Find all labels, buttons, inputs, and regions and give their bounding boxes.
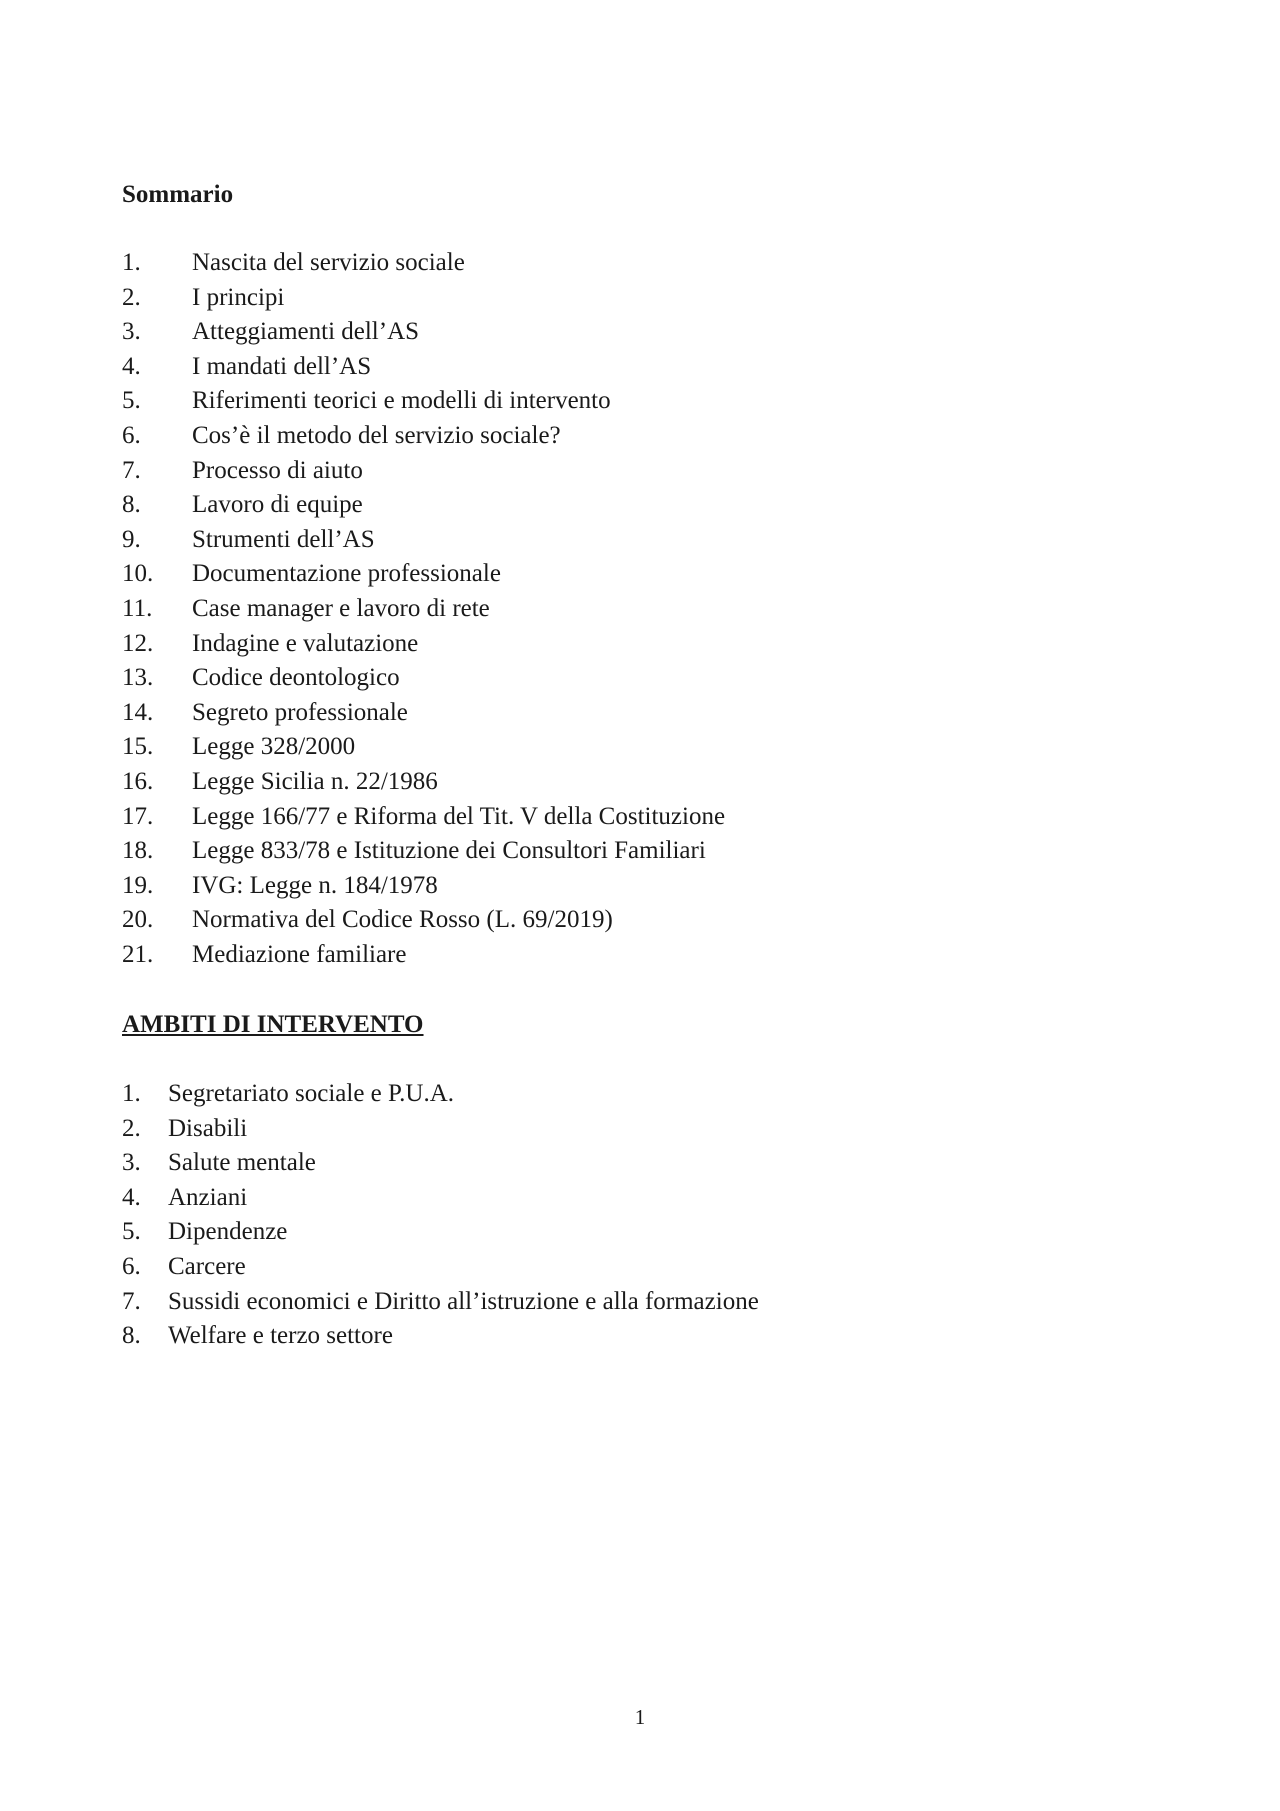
item-number: 18. xyxy=(122,837,154,865)
item-number: 21. xyxy=(122,940,154,968)
item-text: Anziani xyxy=(168,1183,248,1211)
list-item xyxy=(122,523,725,558)
item-text: Segreto professionale xyxy=(192,698,408,726)
item-text: Legge 328/2000 xyxy=(192,733,356,761)
list-item xyxy=(122,696,725,731)
list-item xyxy=(122,592,725,627)
item-text: Processo di aiuto xyxy=(192,456,363,484)
list-item xyxy=(122,350,725,385)
list-item xyxy=(122,1077,759,1112)
item-text: Indagine e valutazione xyxy=(192,629,419,657)
list-item xyxy=(122,627,725,662)
item-text: Strumenti dell’AS xyxy=(192,525,375,553)
item-text: Lavoro di equipe xyxy=(192,491,363,519)
item-number: 19. xyxy=(122,871,154,899)
list-item xyxy=(122,454,725,489)
list-item xyxy=(122,800,725,835)
item-text: IVG: Legge n. 184/1978 xyxy=(192,871,438,899)
ambiti-list xyxy=(122,1077,759,1354)
item-number: 7. xyxy=(122,456,141,484)
item-number: 11. xyxy=(122,594,153,622)
item-text: Segretariato sociale e P.U.A. xyxy=(168,1080,455,1107)
list-item xyxy=(122,938,725,973)
list-item xyxy=(122,1146,759,1181)
item-number: 15. xyxy=(122,733,154,761)
list-item xyxy=(122,1112,759,1147)
list-item xyxy=(122,557,725,592)
summary-title: Sommario xyxy=(122,181,234,208)
item-text: Documentazione professionale xyxy=(192,560,501,588)
item-text: Atteggiamenti dell’AS xyxy=(192,318,420,346)
list-item xyxy=(122,315,725,350)
item-text: Legge Sicilia n. 22/1986 xyxy=(192,767,438,795)
list-item xyxy=(122,1215,759,1250)
item-number: 6. xyxy=(122,421,141,449)
list-item xyxy=(122,1181,759,1216)
item-number: 16. xyxy=(122,767,154,795)
ambiti-title: AMBITI DI INTERVENTO xyxy=(122,1011,424,1038)
item-text: I principi xyxy=(192,283,285,311)
item-text: Mediazione familiare xyxy=(192,940,407,968)
item-text: Carcere xyxy=(168,1252,246,1280)
item-text: Normativa del Codice Rosso (L. 69/2019) xyxy=(192,906,613,934)
item-text: Welfare e terzo settore xyxy=(168,1322,393,1350)
item-text: Legge 833/78 e Istituzione dei Consultori Familiari xyxy=(192,837,706,865)
item-text: Nascita del servizio sociale xyxy=(192,249,465,276)
item-number: 3. xyxy=(122,318,141,346)
item-text: Sussidi economici e Diritto all’istruzione e alla formazione xyxy=(168,1287,759,1315)
list-item xyxy=(122,1319,759,1354)
item-number: 17. xyxy=(122,802,154,830)
item-text: I mandati dell’AS xyxy=(192,352,372,380)
list-item xyxy=(122,246,725,281)
item-number: 4. xyxy=(122,1183,141,1211)
list-item xyxy=(122,1285,759,1320)
list-item xyxy=(122,765,725,800)
list-item xyxy=(122,488,725,523)
list-item xyxy=(122,869,725,904)
list-item xyxy=(122,281,725,316)
item-number: 14. xyxy=(122,698,154,726)
item-text: Codice deontologico xyxy=(192,664,400,692)
item-number: 2. xyxy=(122,283,141,311)
list-item xyxy=(122,903,725,938)
item-number: 10. xyxy=(122,560,154,588)
item-number: 2. xyxy=(122,1114,141,1142)
item-text: Riferimenti teorici e modelli di intervento xyxy=(192,387,611,415)
item-text: Disabili xyxy=(168,1114,248,1142)
item-number: 5. xyxy=(122,1218,141,1246)
summary-list xyxy=(122,246,725,972)
item-number: 5. xyxy=(122,387,141,415)
item-number: 9. xyxy=(122,525,141,553)
page-number: 1 xyxy=(634,1705,646,1729)
list-item xyxy=(122,1250,759,1285)
list-item xyxy=(122,384,725,419)
item-number: 20. xyxy=(122,906,154,934)
list-item xyxy=(122,661,725,696)
list-item xyxy=(122,730,725,765)
item-number: 6. xyxy=(122,1252,141,1280)
item-number: 1. xyxy=(122,1080,141,1107)
item-number: 13. xyxy=(122,664,154,692)
item-number: 8. xyxy=(122,1322,141,1350)
item-number: 8. xyxy=(122,491,141,519)
item-number: 4. xyxy=(122,352,141,380)
item-number: 3. xyxy=(122,1149,141,1177)
item-text: Dipendenze xyxy=(168,1218,288,1246)
item-number: 12. xyxy=(122,629,154,657)
item-number: 1. xyxy=(122,249,141,276)
item-text: Case manager e lavoro di rete xyxy=(192,594,490,622)
item-number: 7. xyxy=(122,1287,141,1315)
item-text: Legge 166/77 e Riforma del Tit. V della Costituzione xyxy=(192,802,726,830)
list-item xyxy=(122,419,725,454)
list-item xyxy=(122,834,725,869)
item-text: Cos’è il metodo del servizio sociale? xyxy=(192,421,561,449)
item-text: Salute mentale xyxy=(168,1149,316,1177)
